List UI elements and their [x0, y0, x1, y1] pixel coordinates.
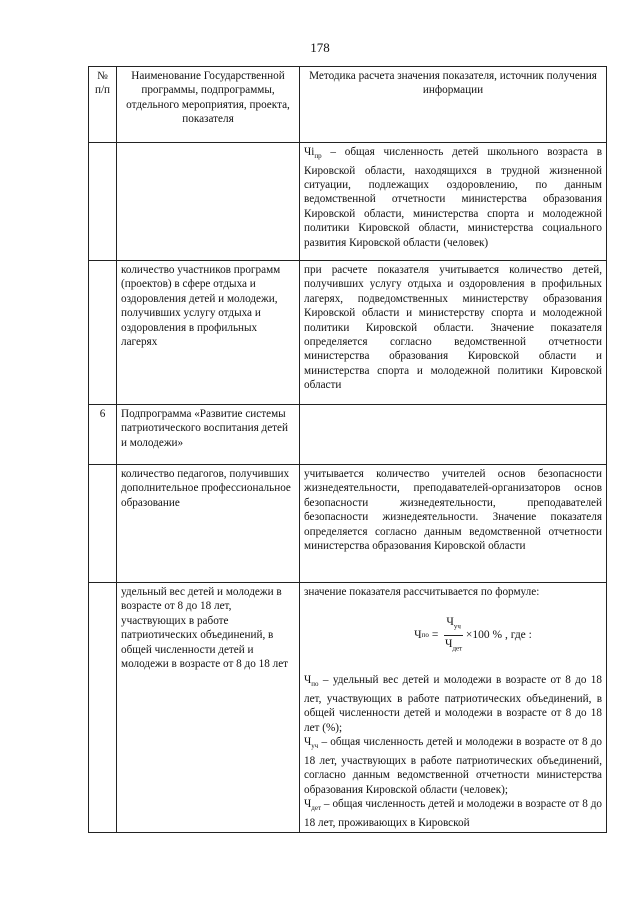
def-var: Ч	[304, 736, 312, 749]
cell-name	[117, 143, 300, 261]
cell-num	[89, 583, 117, 833]
definition-item	[304, 735, 602, 797]
cell-num: 6	[89, 405, 117, 465]
formula-numerator: Ч	[446, 616, 454, 629]
cell-name: удельный вес детей и молодежи в возрасте от 8 до 18 лет, участвующих в работе патриотических объединений, в общей численности детей и молодежи в возрасте от 8 до 18 лет	[117, 583, 300, 833]
cell-name: Подпрограмма «Развитие системы патриотического воспитания детей и молодежи»	[117, 405, 300, 465]
method-text: – общая численность детей школьного возраста в Кировской области, находящихся в трудной жизненной ситуации, подлежащих оздоровлению, по данным ведомственной отчетности министерства образования Кировской области, министерства спорта и молодежной политики Кировской области, министерства социального развития Кировской области (человек)	[304, 146, 602, 249]
table-row	[89, 583, 607, 833]
table-header-row	[89, 67, 607, 143]
def-text: – удельный вес детей и молодежи в возрасте от 8 до 18 лет, участвующих в работе патриотических объединений, в общей численности детей и молодежи в возрасте от 8 до 18 лет (%);	[304, 674, 602, 734]
header-method: Методика расчета значения показателя, источник получения информации	[300, 67, 607, 143]
cell-name: количество педагогов, получивших дополнительное профессиональное образование	[117, 465, 300, 583]
formula-tail: ×100 % , где :	[465, 629, 532, 642]
formula-numerator-sub: уч	[453, 622, 461, 631]
formula-fraction	[444, 615, 463, 655]
formula-intro: значение показателя рассчитывается по формуле:	[304, 586, 540, 598]
cell-num	[89, 261, 117, 405]
definition-item	[304, 673, 602, 735]
formula-lhs-sub: по	[421, 631, 429, 640]
def-text: – общая численность детей и молодежи в возрасте от 8 до 18 лет, проживающих в Кировской	[304, 798, 602, 829]
indicators-table	[88, 66, 607, 833]
cell-method	[300, 583, 607, 833]
cell-name: количество участников программ (проектов) в сфере отдыха и оздоровления детей и молодежи, получивших услугу отдыха и оздоровления в профильных лагерях	[117, 261, 300, 405]
page-number: 178	[310, 40, 330, 55]
table-row	[89, 465, 607, 583]
def-var-sub: по	[311, 680, 319, 689]
method-var-sub: пр	[314, 152, 322, 161]
cell-method: при расчете показателя учитывается количество детей, получивших услугу отдыха и оздоровления в профильных лагерях, подведомственных министерству образования Кировской области и министерству спорта и молодежной политики Кировской области. Значение показателя определяется согласно ведомственной отчетности министерства образования Кировской области и министерства спорта и молодежной политики Кировской области	[300, 261, 607, 405]
table-row	[89, 143, 607, 261]
formula-denominator: Ч	[445, 637, 453, 650]
def-var-sub: дет	[311, 804, 322, 813]
header-num: № п/п	[89, 67, 117, 143]
def-var: Ч	[304, 674, 312, 687]
formula	[344, 605, 602, 665]
method-var: Чi	[304, 146, 315, 158]
cell-method	[300, 143, 607, 261]
def-var-sub: уч	[311, 742, 319, 751]
formula-denominator-sub: дет	[452, 644, 463, 653]
cell-num	[89, 143, 117, 261]
def-var: Ч	[304, 798, 312, 811]
definition-item	[304, 797, 602, 830]
table-row	[89, 405, 607, 465]
def-text: – общая численность детей и молодежи в возрасте от 8 до 18 лет, участвующих в работе патриотических объединений, согласно данным ведомственной отчетности министерства образования Кировской области (человек);	[304, 736, 602, 796]
table-row	[89, 261, 607, 405]
cell-method: учитывается количество учителей основ безопасности жизнедеятельности, преподавателей-организаторов основ безопасности жизнедеятельности, преподавателей безопасности жизнедеятельности. Значение показателя определяется согласно данным ведомственной отчетности министерства образования Кировской области	[300, 465, 607, 583]
formula-eq: =	[431, 629, 439, 642]
cell-num	[89, 465, 117, 583]
header-name: Наименование Государственной программы, подпрограммы, отдельного мероприятия, проекта, показателя	[117, 67, 300, 143]
cell-method	[300, 405, 607, 465]
formula-lhs: Ч	[414, 629, 422, 642]
